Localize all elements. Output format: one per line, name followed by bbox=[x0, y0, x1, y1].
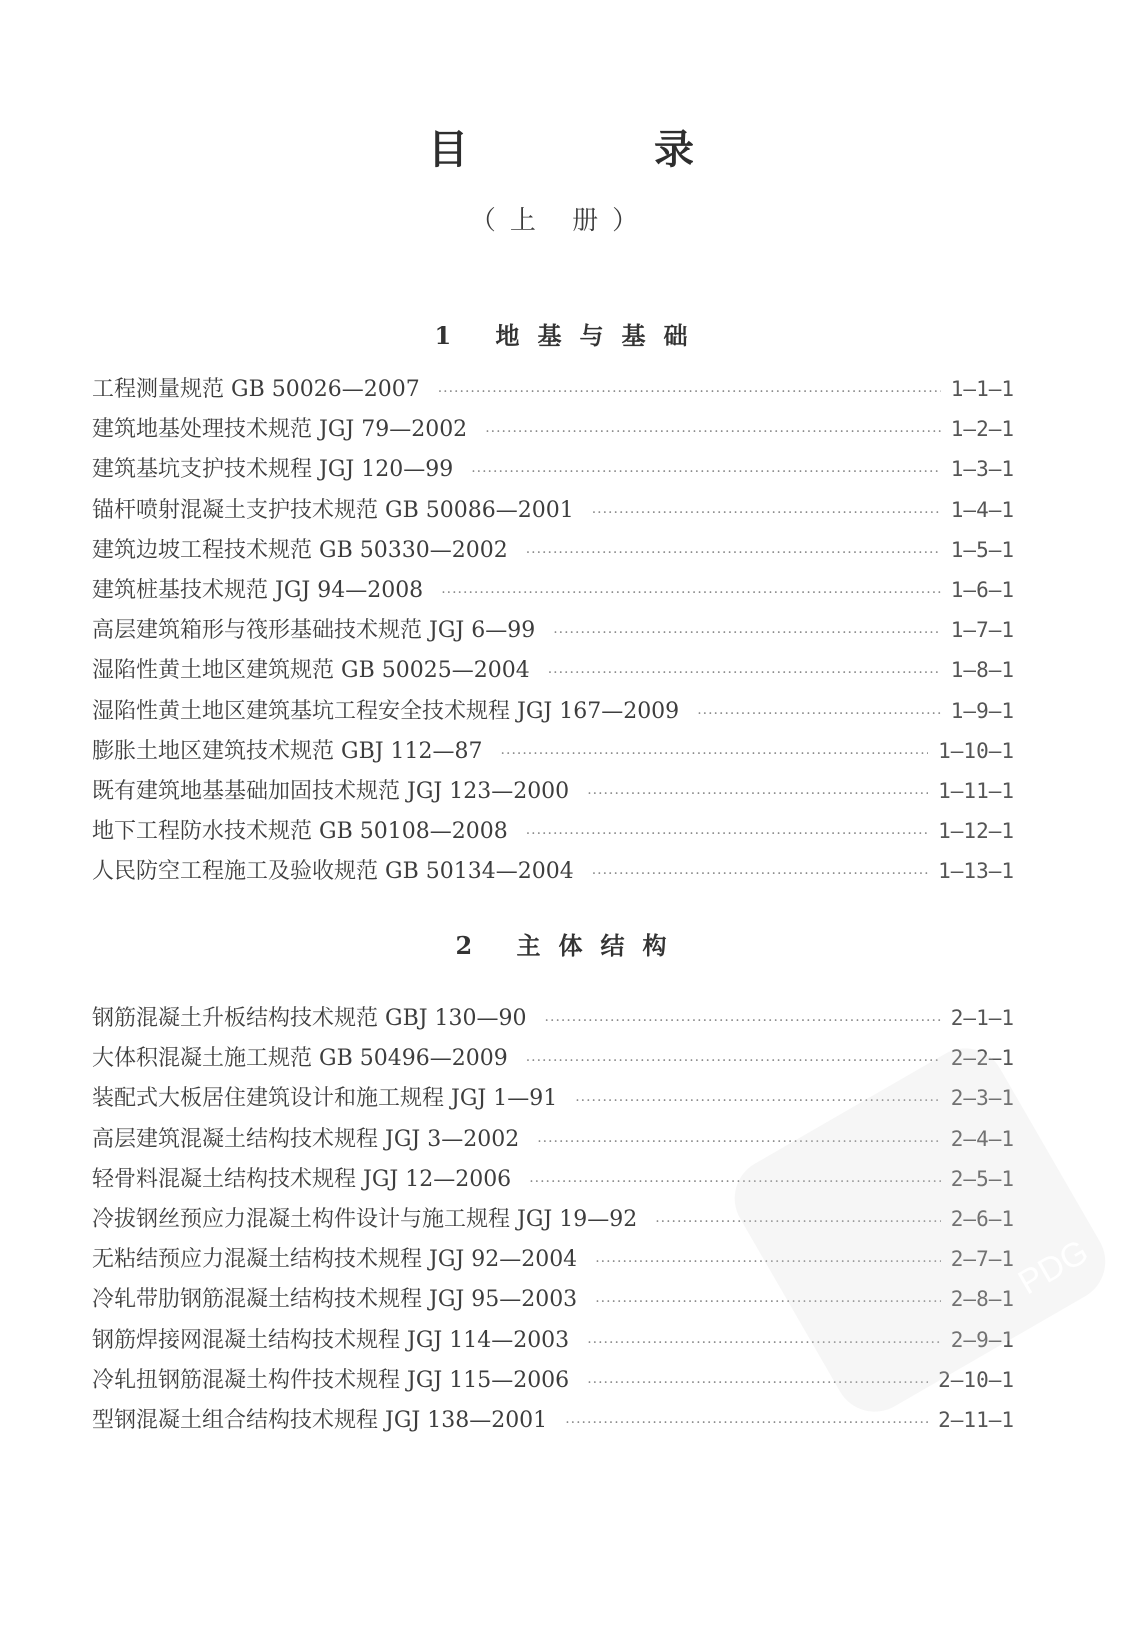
toc-entry-title: 建筑桩基技术规范 JGJ 94—2008 bbox=[92, 577, 424, 603]
toc-entry-title: 工程测量规范 GB 50026—2007 bbox=[92, 377, 420, 402]
toc-entry-page: 2—11—1 bbox=[938, 1407, 1014, 1432]
dot-leader bbox=[471, 464, 941, 480]
toc-entry[interactable] bbox=[92, 1122, 1014, 1162]
toc-entry-page: 1—11—1 bbox=[938, 778, 1014, 803]
dot-leader bbox=[485, 424, 941, 440]
dot-leader bbox=[526, 545, 941, 561]
dot-leader bbox=[655, 1214, 941, 1230]
dot-leader bbox=[501, 746, 929, 762]
toc-entry-page: 1—1—1 bbox=[950, 377, 1014, 401]
toc-entry[interactable] bbox=[92, 814, 1014, 854]
toc-entry-title: 轻骨料混凝土结构技术规程 JGJ 12—2006 bbox=[92, 1166, 512, 1192]
dot-leader bbox=[587, 1335, 941, 1351]
toc-entry-title: 型钢混凝土组合结构技术规程 JGJ 138—2001 bbox=[92, 1407, 548, 1433]
toc-entry-title: 人民防空工程施工及验收规范 GB 50134—2004 bbox=[92, 859, 574, 885]
toc-entry-page: 2—7—1 bbox=[950, 1247, 1014, 1272]
toc-entry-title: 冷轧带肋钢筋混凝土结构技术规程 JGJ 95—2003 bbox=[92, 1287, 578, 1313]
toc-entry-title: 高层建筑箱形与筏形基础技术规范 JGJ 6—99 bbox=[92, 618, 536, 644]
toc-entry-title: 锚杆喷射混凝土支护技术规范 GB 50086—2001 bbox=[92, 497, 574, 523]
toc-entry-title: 无粘结预应力混凝土结构技术规程 JGJ 92—2004 bbox=[92, 1247, 578, 1273]
toc-entry-page: 1—10—1 bbox=[938, 738, 1014, 763]
dot-leader bbox=[553, 625, 941, 641]
toc-entry-page: 1—13—1 bbox=[938, 859, 1014, 884]
toc-entry[interactable] bbox=[92, 734, 1014, 774]
toc-entry-title: 膨胀土地区建筑技术规范 GBJ 112—87 bbox=[92, 738, 483, 764]
dot-leader bbox=[595, 1294, 941, 1310]
toc-entry-title: 钢筋焊接网混凝土结构技术规程 JGJ 114—2003 bbox=[92, 1327, 570, 1353]
toc-entry-page: 2—5—1 bbox=[950, 1166, 1014, 1191]
watermark-text: PDG bbox=[1011, 1232, 1095, 1303]
toc-entry-title: 装配式大板居住建筑设计和施工规程 JGJ 1—91 bbox=[92, 1086, 558, 1112]
toc-entry[interactable] bbox=[92, 1403, 1014, 1443]
toc-entry-title: 冷拔钢丝预应力混凝土构件设计与施工规程 JGJ 19—92 bbox=[92, 1206, 638, 1232]
toc-entry-title: 地下工程防水技术规范 GB 50108—2008 bbox=[92, 819, 508, 845]
dot-leader bbox=[697, 706, 941, 722]
toc-entry-title: 建筑地基处理技术规范 JGJ 79—2002 bbox=[92, 417, 468, 443]
toc-entry[interactable] bbox=[92, 774, 1014, 814]
toc-entry-page: 2—1—1 bbox=[950, 1006, 1014, 1030]
toc-entry-page: 1—7—1 bbox=[950, 618, 1014, 643]
section-2-entries bbox=[92, 1001, 1014, 1443]
toc-entry[interactable] bbox=[92, 694, 1014, 734]
toc-entry-title: 既有建筑地基基础加固技术规范 JGJ 123—2000 bbox=[92, 778, 570, 804]
toc-entry-page: 2—2—1 bbox=[950, 1046, 1014, 1071]
page-title: 目 录 bbox=[428, 126, 780, 173]
toc-entry-title: 高层建筑混凝土结构技术规程 JGJ 3—2002 bbox=[92, 1126, 520, 1152]
toc-entry[interactable] bbox=[92, 412, 1014, 452]
dot-leader bbox=[545, 1013, 941, 1029]
dot-leader bbox=[526, 826, 928, 842]
toc-entry-page: 2—9—1 bbox=[950, 1327, 1014, 1352]
toc-entry-page: 2—8—1 bbox=[950, 1287, 1014, 1312]
toc-entry-page: 2—6—1 bbox=[950, 1206, 1014, 1231]
toc-entry[interactable] bbox=[92, 1001, 1014, 1041]
toc-entry-title: 冷轧扭钢筋混凝土构件技术规程 JGJ 115—2006 bbox=[92, 1367, 570, 1393]
dot-leader bbox=[592, 866, 928, 882]
dot-leader bbox=[529, 1174, 941, 1190]
dot-leader bbox=[526, 1053, 941, 1069]
toc-entry[interactable] bbox=[92, 493, 1014, 533]
toc-entry[interactable] bbox=[92, 1242, 1014, 1282]
toc-entry-title: 钢筋混凝土升板结构技术规范 GBJ 130—90 bbox=[92, 1006, 527, 1031]
dot-leader bbox=[587, 1375, 928, 1391]
toc-entry[interactable] bbox=[92, 1202, 1014, 1242]
dot-leader bbox=[565, 1415, 928, 1431]
toc-entry-page: 1—4—1 bbox=[950, 497, 1014, 522]
dot-leader bbox=[592, 505, 941, 521]
toc-entry-page: 1—12—1 bbox=[938, 819, 1014, 844]
toc-entry[interactable] bbox=[92, 1162, 1014, 1202]
toc-entry[interactable] bbox=[92, 372, 1014, 412]
dot-leader bbox=[575, 1093, 941, 1109]
toc-entry[interactable] bbox=[92, 573, 1014, 613]
toc-entry[interactable] bbox=[92, 1363, 1014, 1403]
toc-entry-title: 建筑边坡工程技术规范 GB 50330—2002 bbox=[92, 537, 508, 563]
toc-entry[interactable] bbox=[92, 653, 1014, 693]
toc-entry-page: 1—6—1 bbox=[950, 577, 1014, 602]
toc-entry[interactable] bbox=[92, 854, 1014, 894]
dot-leader bbox=[548, 665, 941, 681]
toc-entry-page: 2—4—1 bbox=[950, 1126, 1014, 1151]
toc-entry[interactable] bbox=[92, 1323, 1014, 1363]
toc-entry-page: 1—5—1 bbox=[950, 537, 1014, 562]
toc-entry[interactable] bbox=[92, 533, 1014, 573]
toc-entry-page: 1—8—1 bbox=[950, 658, 1014, 683]
section-heading-2: 2 主体结构 bbox=[455, 931, 685, 960]
toc-entry[interactable] bbox=[92, 1081, 1014, 1121]
toc-entry-page: 2—10—1 bbox=[938, 1367, 1014, 1392]
toc-entry[interactable] bbox=[92, 1041, 1014, 1081]
toc-entry-page: 1—9—1 bbox=[950, 698, 1014, 723]
dot-leader bbox=[537, 1134, 941, 1150]
volume-subtitle: （上 册） bbox=[469, 206, 653, 236]
toc-entry[interactable] bbox=[92, 452, 1014, 492]
toc-entry[interactable] bbox=[92, 1282, 1014, 1322]
toc-entry-page: 1—2—1 bbox=[950, 417, 1014, 442]
section-heading-1: 1 地基与基础 bbox=[434, 321, 706, 350]
dot-leader bbox=[587, 786, 928, 802]
toc-entry-page: 2—3—1 bbox=[950, 1086, 1014, 1111]
dot-leader bbox=[441, 585, 941, 601]
toc-entry-title: 湿陷性黄土地区建筑规范 GB 50025—2004 bbox=[92, 658, 530, 684]
toc-entry-title: 湿陷性黄土地区建筑基坑工程安全技术规程 JGJ 167—2009 bbox=[92, 698, 680, 724]
toc-entry-title: 建筑基坑支护技术规程 JGJ 120—99 bbox=[92, 457, 454, 483]
toc-entry-page: 1—3—1 bbox=[950, 457, 1014, 482]
toc-entry-title: 大体积混凝土施工规范 GB 50496—2009 bbox=[92, 1046, 508, 1072]
toc-entry[interactable] bbox=[92, 613, 1014, 653]
dot-leader bbox=[595, 1254, 941, 1270]
section-1-entries bbox=[92, 372, 1014, 894]
dot-leader bbox=[438, 384, 941, 400]
